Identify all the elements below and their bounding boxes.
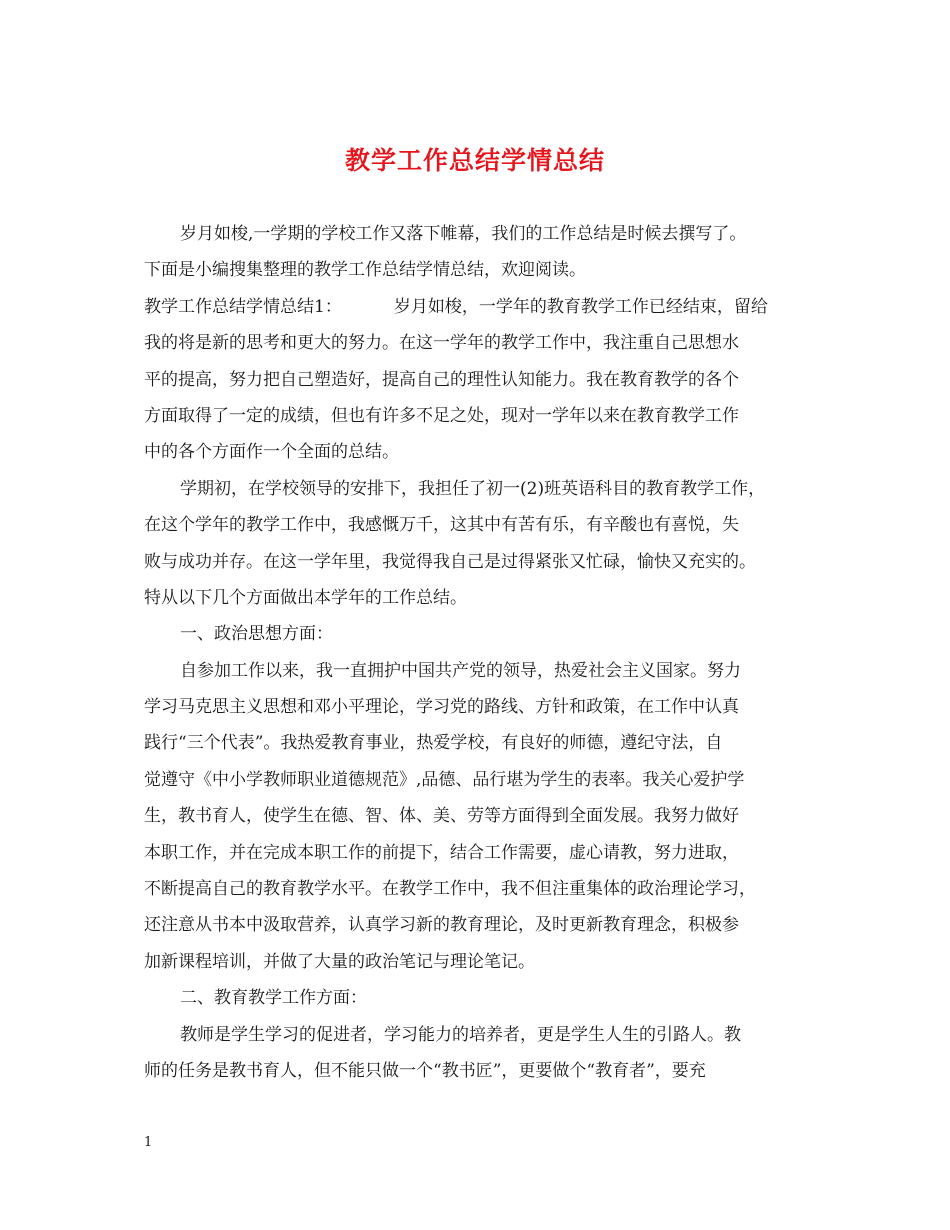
- paragraph-line: 中的各个方面作一个全面的总结。: [144, 442, 399, 463]
- paragraph-line: 觉遵守《中小学教师职业道德规范》,品德、品行堪为学生的表率。我关心爱护学: [144, 769, 745, 790]
- section-heading: 二、教育教学工作方面：: [180, 988, 367, 1009]
- paragraph-line: 学习马克思主义思想和邓小平理论，学习党的路线、方针和政策，在工作中认真: [144, 697, 739, 718]
- paragraph-line: [144, 289, 824, 325]
- section-heading: 一、政治思想方面：: [180, 624, 333, 645]
- paragraph-line: 败与成功并存。在这一学年里，我觉得我自己是过得紧张又忙碌，愉快又充实的。: [144, 551, 756, 572]
- paragraph-line: 践行“三个代表”。我热爱教育事业，热爱学校，有良好的师德，遵纪守法，自: [144, 733, 723, 754]
- paragraph-line: 还注意从书本中汲取营养，认真学习新的教育理论，及时更新教育理念，积极参: [144, 915, 739, 936]
- paragraph-line: 特从以下几个方面做出本学年的工作总结。: [144, 587, 467, 608]
- paragraph-line: 加新课程培训，并做了大量的政治笔记与理论笔记。: [144, 951, 535, 972]
- paragraph-text: 岁月如梭，一学年的教育教学工作已经结束，留给: [393, 296, 768, 317]
- paragraph-line: 学期初，在学校领导的安排下，我担任了初一(2)班英语科目的教育教学工作，: [180, 478, 766, 499]
- section-heading: 教学工作总结学情总结1：: [144, 296, 342, 317]
- paragraph-line: 平的提高，努力把自己塑造好，提高自己的理性认知能力。我在教育教学的各个: [144, 369, 739, 390]
- paragraph-line: 生，教书育人，使学生在德、智、体、美、劳等方面得到全面发展。我努力做好: [144, 806, 739, 827]
- paragraph-line: 方面取得了一定的成绩，但也有许多不足之处，现对一学年以来在教育教学工作: [144, 405, 739, 426]
- paragraph-line: 岁月如梭,一学期的学校工作又落下帷幕，我们的工作总结是时候去撰写了。: [180, 224, 747, 244]
- paragraph-line: 不断提高自己的教育教学水平。在教学工作中，我不但注重集体的政治理论学习，: [144, 879, 756, 900]
- paragraph-line: 本职工作，并在完成本职工作的前提下，结合工作需要，虚心请教，努力进取，: [144, 842, 739, 863]
- paragraph-line: 自参加工作以来，我一直拥护中国共产党的领导，热爱社会主义国家。努力: [180, 660, 741, 681]
- paragraph-line: 教师是学生学习的促进者，学习能力的培养者，更是学生人生的引路人。教: [180, 1024, 741, 1045]
- document-title: 教学工作总结学情总结: [344, 146, 605, 175]
- paragraph-line: 下面是小编搜集整理的教学工作总结学情总结，欢迎阅读。: [144, 260, 586, 281]
- page-number: 1: [144, 1135, 153, 1150]
- paragraph-line: 在这个学年的教学工作中，我感慨万千，这其中有苦有乐，有辛酸也有喜悦，失: [144, 515, 739, 536]
- paragraph-line: 我的将是新的思考和更大的努力。在这一学年的教学工作中，我注重自己思想水: [144, 333, 739, 354]
- document-body: [144, 216, 824, 1089]
- paragraph-line: 师的任务是教书育人，但不能只做一个“教书匠”，更要做个“教育者”，要充: [144, 1060, 706, 1081]
